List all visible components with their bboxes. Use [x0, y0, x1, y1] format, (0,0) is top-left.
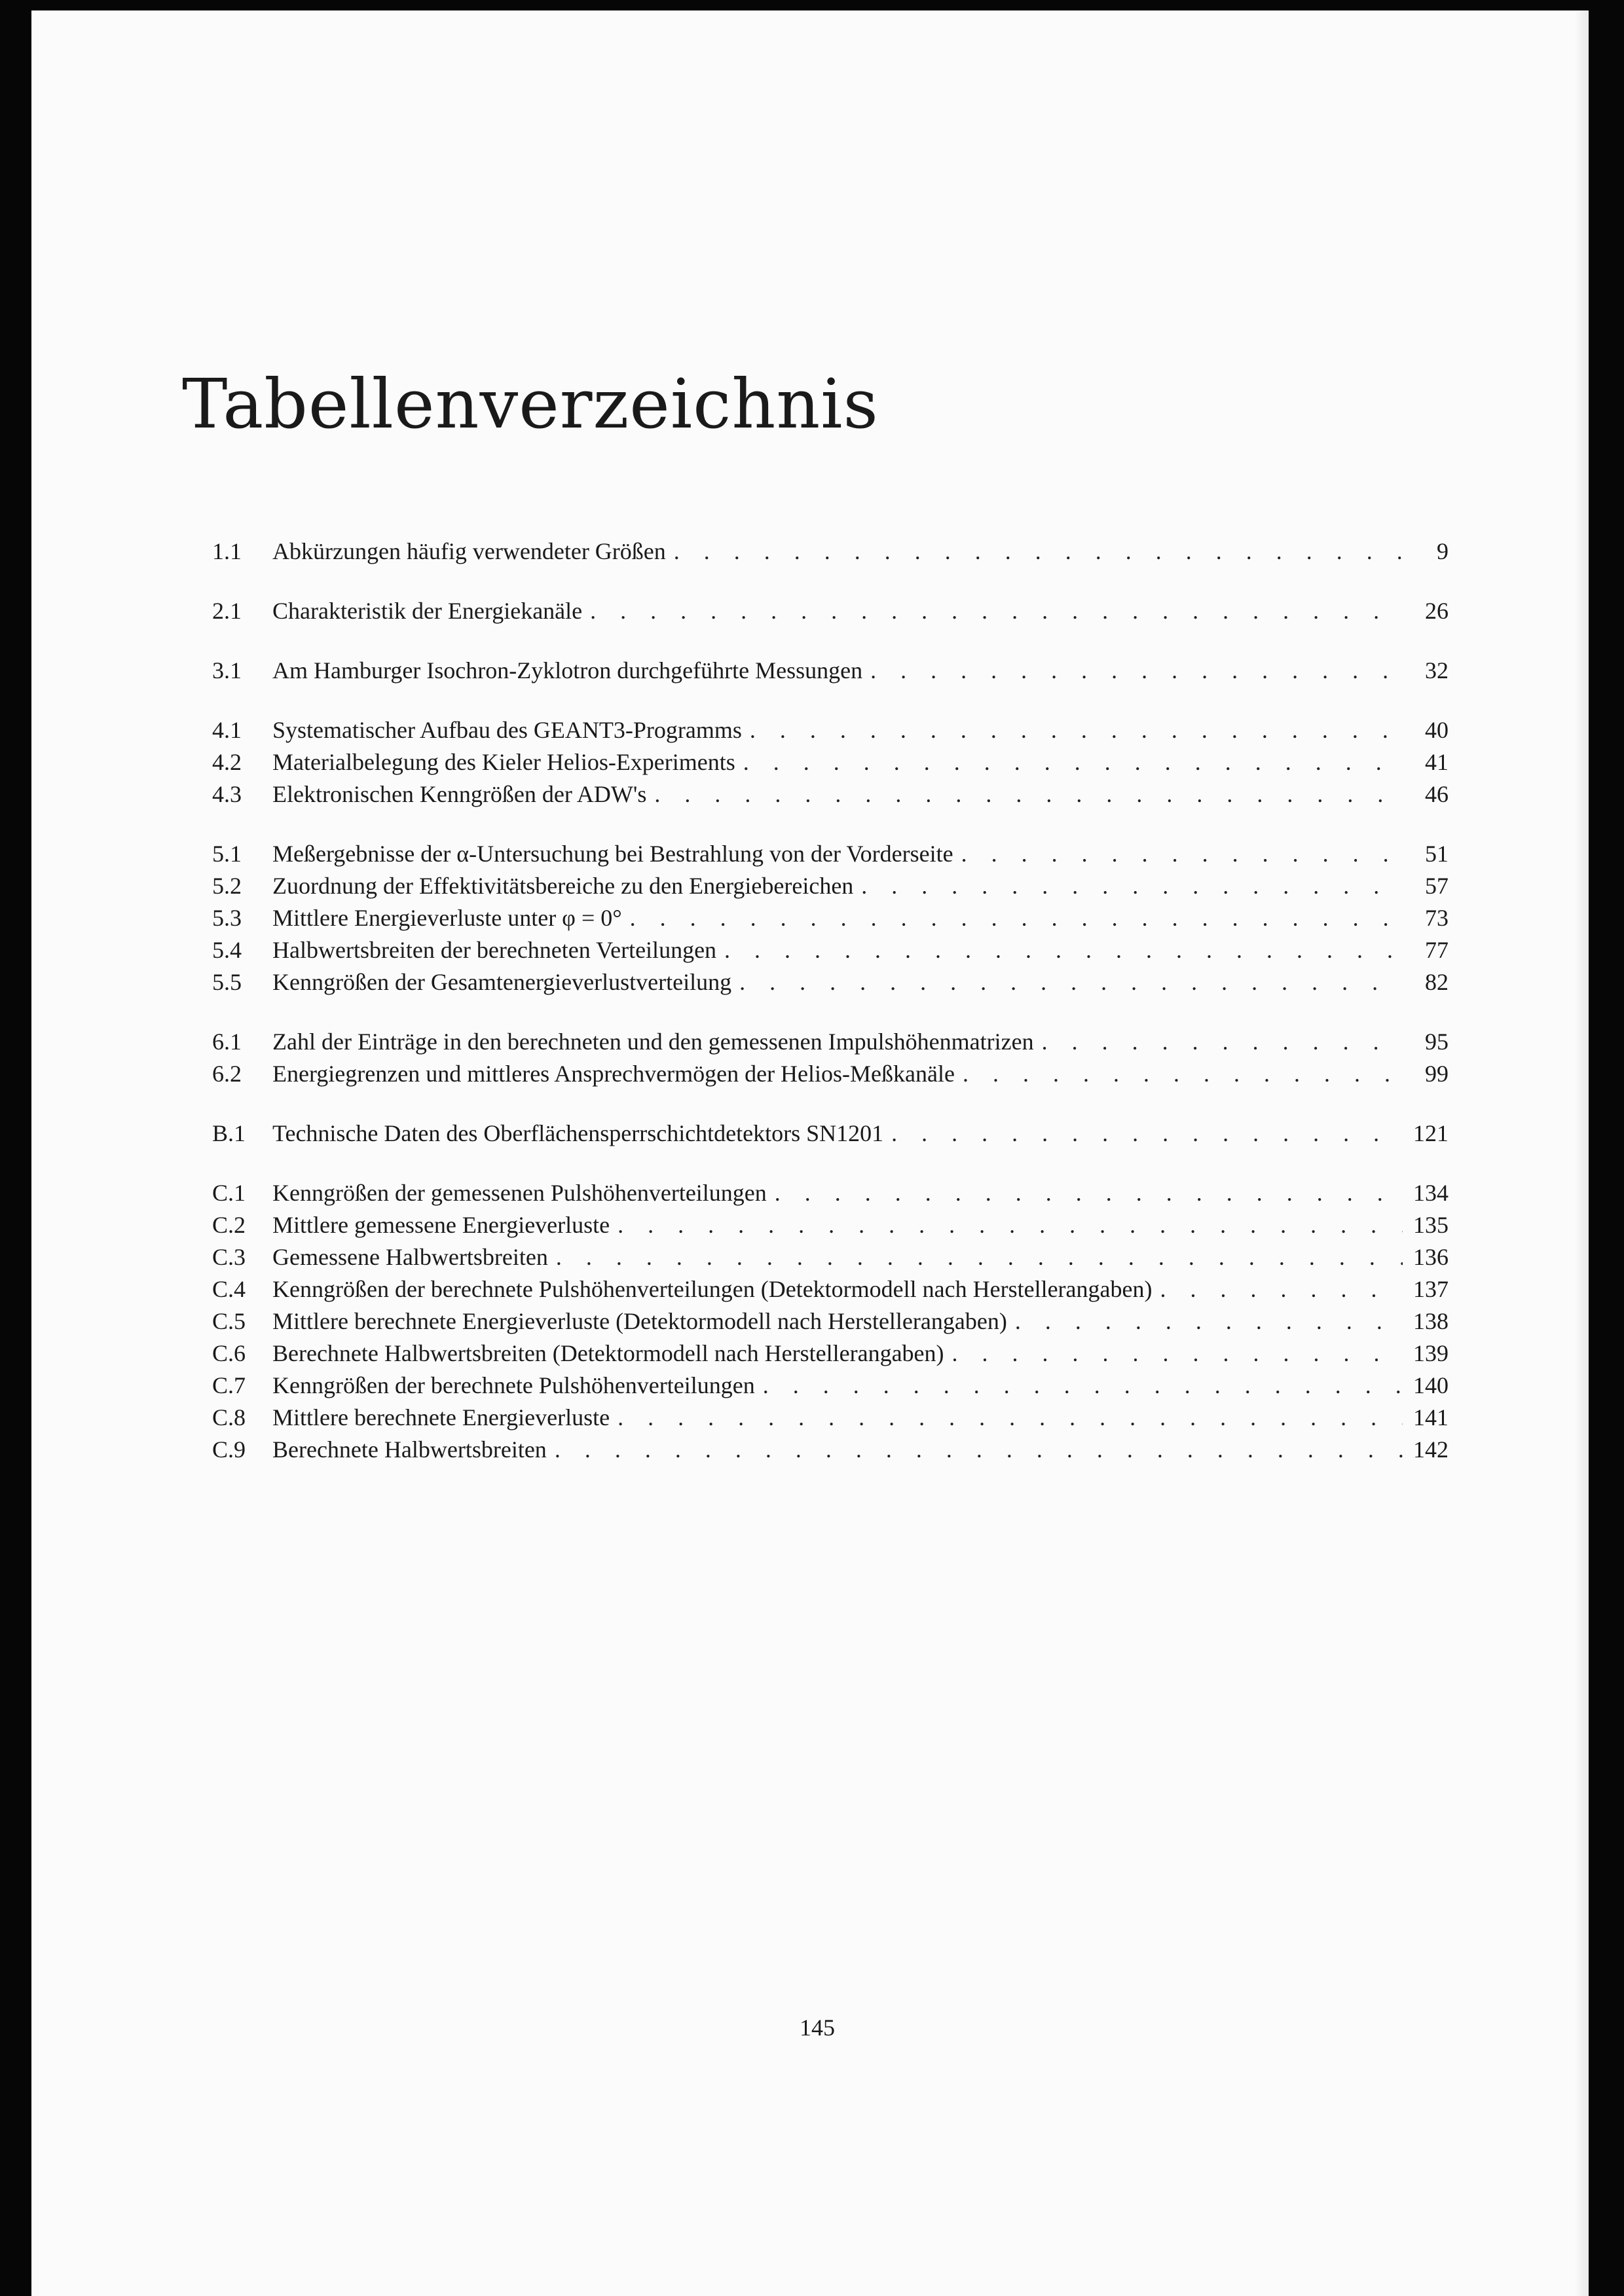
toc-entry[interactable] [212, 1179, 1449, 1211]
entry-title: Mittlere Energieverluste unter φ = 0° [272, 905, 622, 931]
page-title: Tabellenverzeichnis [182, 364, 879, 444]
dot-leader [674, 538, 1403, 565]
toc-entry[interactable] [212, 840, 1449, 872]
table-list [212, 538, 1449, 1495]
toc-group [212, 1120, 1449, 1152]
toc-entry[interactable] [212, 1275, 1449, 1307]
dot-leader [556, 1243, 1403, 1271]
dot-leader [1160, 1275, 1403, 1303]
entry-title: Mittlere gemessene Energieverluste [272, 1212, 610, 1238]
toc-entry[interactable] [212, 657, 1449, 689]
entry-title: Halbwertsbreiten der berechneten Verteilungen [272, 937, 717, 963]
entry-title: Kenngrößen der Gesamtenergieverlustverteilung [272, 969, 732, 995]
toc-group [212, 840, 1449, 1000]
entry-page: 73 [1425, 905, 1449, 931]
toc-group [212, 538, 1449, 570]
entry-page: 142 [1413, 1436, 1449, 1463]
entry-title: Systematischer Aufbau des GEANT3-Programms [272, 717, 742, 743]
entry-page: 9 [1437, 538, 1449, 564]
entry-number: 5.5 [212, 969, 242, 995]
toc-entry[interactable] [212, 1028, 1449, 1060]
dot-leader [590, 597, 1403, 625]
dot-leader [618, 1404, 1403, 1431]
entry-page: 95 [1425, 1029, 1449, 1055]
entry-title: Kenngrößen der gemessenen Pulshöhenverteilungen [272, 1180, 767, 1206]
entry-page: 99 [1425, 1061, 1449, 1087]
page-number: 145 [800, 2014, 835, 2041]
entry-page: 139 [1413, 1340, 1449, 1366]
toc-entry[interactable] [212, 1060, 1449, 1092]
toc-entry[interactable] [212, 1372, 1449, 1404]
entry-page: 57 [1425, 873, 1449, 899]
entry-title: Abkürzungen häufig verwendeter Größen [272, 538, 666, 564]
dot-leader [743, 748, 1403, 776]
entry-number: 1.1 [212, 538, 242, 564]
toc-entry[interactable] [212, 968, 1449, 1000]
entry-number: C.5 [212, 1308, 246, 1334]
entry-number: 5.3 [212, 905, 242, 931]
entry-number: 4.2 [212, 749, 242, 775]
entry-page: 46 [1425, 781, 1449, 807]
dot-leader [1015, 1307, 1403, 1335]
toc-group [212, 597, 1449, 629]
entry-title: Zuordnung der Effektivitätsbereiche zu den Energiebereichen [272, 873, 854, 899]
entry-page: 82 [1425, 969, 1449, 995]
toc-entry[interactable] [212, 1211, 1449, 1243]
entry-number: 5.1 [212, 841, 242, 867]
dot-leader [870, 657, 1403, 684]
entry-title: Berechnete Halbwertsbreiten [272, 1436, 547, 1463]
entry-page: 134 [1413, 1180, 1449, 1206]
entry-page: 40 [1425, 717, 1449, 743]
entry-title: Zahl der Einträge in den berechneten und den gemessenen Impulshöhenmatrizen [272, 1029, 1034, 1055]
entry-number: 6.2 [212, 1061, 242, 1087]
entry-page: 77 [1425, 937, 1449, 963]
entry-title: Materialbelegung des Kieler Helios-Experiments [272, 749, 735, 775]
entry-page: 138 [1413, 1308, 1449, 1334]
entry-page: 26 [1425, 598, 1449, 624]
dot-leader [775, 1179, 1403, 1207]
entry-title: Mittlere berechnete Energieverluste (Detektormodell nach Herstellerangaben) [272, 1308, 1007, 1334]
entry-page: 51 [1425, 841, 1449, 867]
dot-leader [739, 968, 1403, 996]
entry-page: 32 [1425, 657, 1449, 683]
dot-leader [750, 716, 1403, 744]
toc-group [212, 716, 1449, 812]
dot-leader [861, 872, 1403, 900]
entry-number: C.6 [212, 1340, 246, 1366]
entry-title: Berechnete Halbwertsbreiten (Detektormodell nach Herstellerangaben) [272, 1340, 944, 1366]
toc-group [212, 1179, 1449, 1468]
entry-title: Technische Daten des Oberflächensperrschichtdetektors SN1201 [272, 1120, 884, 1146]
entry-page: 121 [1413, 1120, 1449, 1146]
entry-number: 5.2 [212, 873, 242, 899]
entry-number: 4.1 [212, 717, 242, 743]
dot-leader [724, 936, 1403, 964]
entry-number: C.1 [212, 1180, 246, 1206]
page-edge-shadow [1574, 10, 1589, 2296]
entry-page: 137 [1413, 1276, 1449, 1302]
dot-leader [1042, 1028, 1403, 1055]
dot-leader [891, 1120, 1403, 1147]
entry-number: 4.3 [212, 781, 242, 807]
toc-group [212, 657, 1449, 689]
entry-page: 136 [1413, 1244, 1449, 1270]
toc-entry[interactable] [212, 1436, 1449, 1468]
entry-title: Mittlere berechnete Energieverluste [272, 1404, 610, 1430]
toc-entry[interactable] [212, 904, 1449, 936]
toc-entry[interactable] [212, 1307, 1449, 1339]
dot-leader [952, 1339, 1403, 1367]
toc-entry[interactable] [212, 748, 1449, 780]
toc-entry[interactable] [212, 1120, 1449, 1152]
toc-entry[interactable] [212, 780, 1449, 812]
entry-title: Charakteristik der Energiekanäle [272, 598, 583, 624]
entry-number: 3.1 [212, 657, 242, 683]
entry-number: 2.1 [212, 598, 242, 624]
toc-entry[interactable] [212, 716, 1449, 748]
entry-number: C.3 [212, 1244, 246, 1270]
entry-number: C.2 [212, 1212, 246, 1238]
entry-title: Elektronischen Kenngrößen der ADW's [272, 781, 647, 807]
toc-entry[interactable] [212, 872, 1449, 904]
entry-title: Am Hamburger Isochron-Zyklotron durchgeführte Messungen [272, 657, 863, 683]
entry-title: Gemessene Halbwertsbreiten [272, 1244, 548, 1270]
dot-leader [654, 780, 1403, 808]
entry-title: Energiegrenzen und mittleres Ansprechvermögen der Helios-Meßkanäle [272, 1061, 955, 1087]
dot-leader [630, 904, 1403, 932]
entry-number: 6.1 [212, 1029, 242, 1055]
dot-leader [963, 1060, 1403, 1087]
toc-entry[interactable] [212, 1243, 1449, 1275]
entry-page: 141 [1413, 1404, 1449, 1430]
entry-number: 5.4 [212, 937, 242, 963]
entry-title: Meßergebnisse der α-Untersuchung bei Bestrahlung von der Vorderseite [272, 841, 953, 867]
toc-entry[interactable] [212, 597, 1449, 629]
dot-leader [763, 1372, 1403, 1399]
toc-entry[interactable] [212, 1404, 1449, 1436]
entry-page: 41 [1425, 749, 1449, 775]
dot-leader [961, 840, 1403, 867]
dot-leader [555, 1436, 1403, 1463]
entry-title: Kenngrößen der berechnete Pulshöhenverteilungen [272, 1372, 755, 1398]
document-page [31, 10, 1589, 2296]
entry-title: Kenngrößen der berechnete Pulshöhenverteilungen (Detektormodell nach Herstellerangaben) [272, 1276, 1153, 1302]
toc-entry[interactable] [212, 1339, 1449, 1372]
entry-page: 135 [1413, 1212, 1449, 1238]
entry-page: 140 [1413, 1372, 1449, 1398]
entry-number: C.7 [212, 1372, 246, 1398]
entry-number: C.8 [212, 1404, 246, 1430]
entry-number: C.9 [212, 1436, 246, 1463]
toc-group [212, 1028, 1449, 1092]
entry-number: C.4 [212, 1276, 246, 1302]
toc-entry[interactable] [212, 936, 1449, 968]
toc-entry[interactable] [212, 538, 1449, 570]
dot-leader [618, 1211, 1403, 1239]
entry-number: B.1 [212, 1120, 246, 1146]
